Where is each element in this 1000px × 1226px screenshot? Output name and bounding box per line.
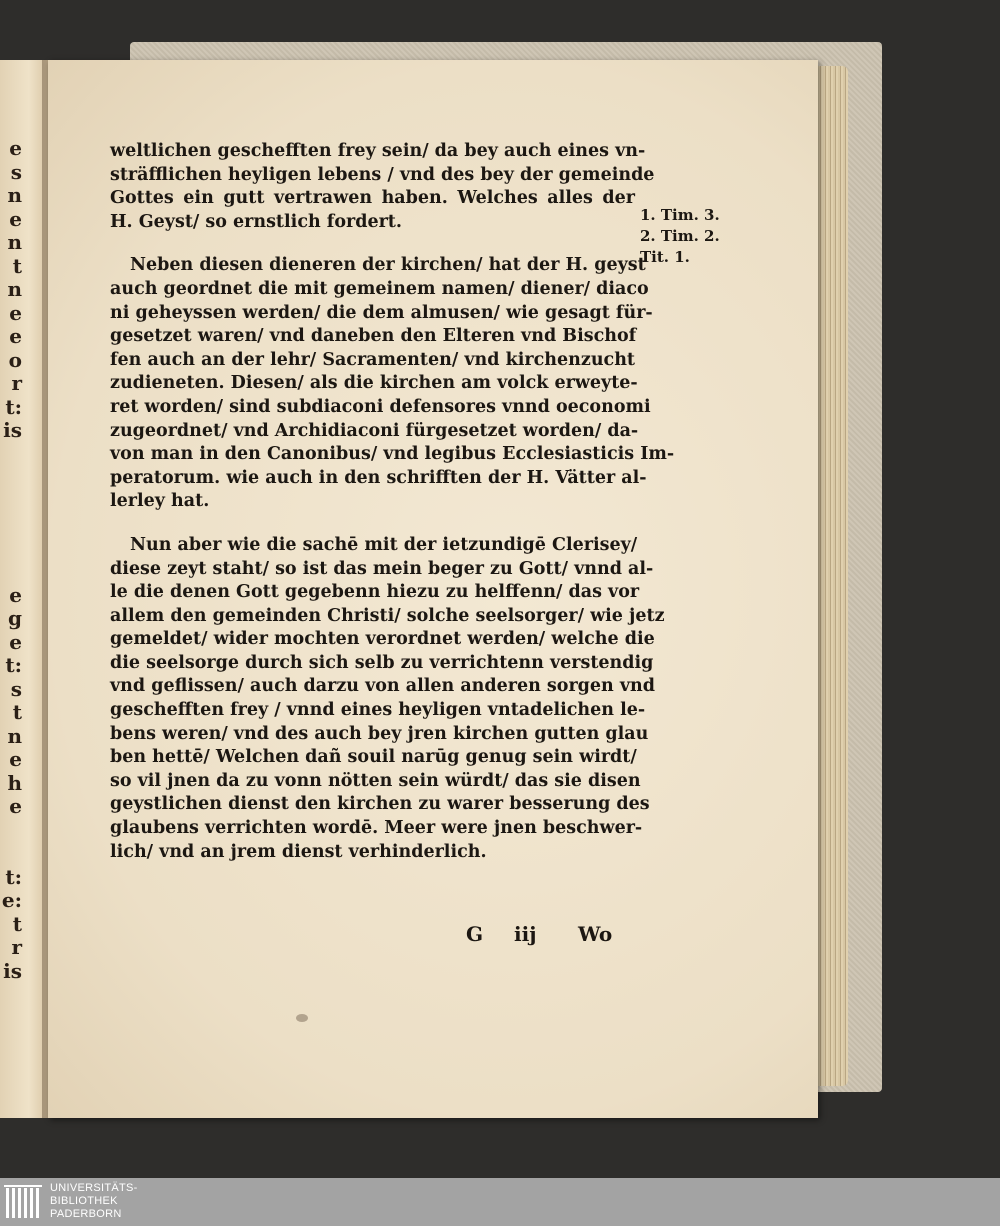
library-footer <box>0 1178 1000 1226</box>
library-name-line: BIBLIOTHEK <box>50 1195 118 1207</box>
left-page-text-fragment: g <box>8 606 22 630</box>
margin-note: Tit. 1. <box>640 248 690 266</box>
text-line: Nun aber wie die sachē mit der ietzundigē Clerisey/ <box>130 534 638 555</box>
left-page-text-fragment: t: <box>5 394 22 419</box>
text-line: H. Geyst/ so ernstlich fordert. <box>110 211 402 232</box>
left-page-text-fragment: t <box>12 700 22 724</box>
left-page-text-fragment: e: <box>1 888 22 912</box>
left-page-text-fragment: e <box>9 629 22 654</box>
text-line: Neben diesen dieneren der kirchen/ hat der H. geyst <box>130 255 646 276</box>
text-line: lich/ vnd an jrem dienst verhinderlich. <box>110 841 487 862</box>
text-line: ret worden/ sind subdiaconi defensores vnnd oeconomi <box>110 396 651 417</box>
text-line: weltlichen geschefften frey sein/ da bey auch eines vn- <box>110 141 646 161</box>
text-line: le die denen Gott gegebenn hiezu zu helffenn/ das vor <box>110 582 640 603</box>
left-page-text-fragment: is <box>3 418 22 442</box>
paragraph-2 <box>110 254 675 514</box>
left-page-text-fragment: t <box>12 253 22 278</box>
text-line: peratorum. wie auch in den schrifften der H. Vätter al- <box>110 467 647 488</box>
text-line: zudieneten. Diesen/ als die kirchen am volck erweyte- <box>110 373 638 394</box>
left-page-text-fragment: e <box>9 206 22 231</box>
left-page-text-fragment: e <box>9 794 22 818</box>
library-logo-icon <box>4 1182 44 1222</box>
margin-note: 1. Tim. 3. <box>640 206 720 224</box>
left-page-text-fragment: is <box>3 958 22 983</box>
text-line: die seelsorge durch sich selb zu verrichtenn verstendig <box>110 652 654 673</box>
text-line: bens weren/ vnd des auch bey jren kirchen gutten glau <box>110 723 649 744</box>
library-name-line: PADERBORN <box>50 1208 122 1220</box>
text-line: zugeordnet/ vnd Archidiaconi fürgesetzet worden/ da- <box>110 420 639 441</box>
left-page-text-fragment: n <box>7 723 22 748</box>
text-line: allem den gemeinden Christi/ solche seelsorger/ wie jetz <box>110 605 665 626</box>
left-page-text-fragment: e <box>9 324 22 348</box>
text-line: geschefften frey / vnnd eines heyligen vntadelichen le- <box>110 700 646 721</box>
left-page-text-fragment: n <box>7 230 22 254</box>
paragraph-1 <box>110 140 655 234</box>
text-line: vnd geflissen/ auch darzu von allen anderen sorgen vnd <box>110 676 655 697</box>
left-page-text-fragment: t <box>12 911 22 936</box>
margin-note: 2. Tim. 2. <box>640 227 720 245</box>
left-page-text-fragment: t: <box>5 653 22 677</box>
left-page-text-fragment: t: <box>5 864 22 889</box>
left-page-text-fragment: e <box>9 582 22 607</box>
left-page-text-fragment: o <box>8 347 22 372</box>
left-page-text-fragment: e <box>9 747 22 771</box>
left-page-text-fragment: e <box>9 300 22 325</box>
text-line: ben hettē/ Welchen dañ souil narūg genug sein wirdt/ <box>110 747 637 768</box>
text-line: sträfflichen heyligen lebens / vnd des bey der gemeinde <box>110 164 655 185</box>
left-page-text-fragment: s <box>10 159 22 184</box>
text-line: lerley hat. <box>110 491 210 512</box>
left-page-text-fragment: r <box>11 935 22 959</box>
text-line: glaubens verrichten wordē. Meer were jnen beschwer- <box>110 818 643 839</box>
left-page-text-fragment: r <box>11 371 22 395</box>
paper-stain <box>296 1014 308 1022</box>
left-page-text-fragment: n <box>7 183 22 207</box>
left-page-text-fragment: n <box>7 277 22 301</box>
left-page-text-fragment: e <box>9 136 22 160</box>
signature-mark: G <box>466 922 484 946</box>
text-line: gesetzet waren/ vnd daneben den Elteren vnd Bischof <box>110 326 637 347</box>
catchword: Wo <box>578 922 613 946</box>
library-name-line: UNIVERSITÄTS- <box>50 1182 138 1194</box>
text-line: gemeldet/ wider mochten verordnet werden/ welche die <box>110 629 655 650</box>
left-page-text-fragment: h <box>7 770 22 795</box>
text-line: ni geheyssen werden/ die dem almusen/ wie gesagt für- <box>110 302 653 323</box>
leaf-number: iij <box>514 922 537 946</box>
text-line: fen auch an der lehr/ Sacramenten/ vnd kirchenzucht <box>110 349 635 370</box>
text-line: von man in den Canonibus/ vnd legibus Ecclesiasticis Im- <box>110 444 675 465</box>
text-line: geystlichen dienst den kirchen zu warer besserung des <box>110 794 650 815</box>
left-page-text-fragment: s <box>10 676 22 701</box>
text-line: Gottes ein gutt vertrawen haben. Welches alles der <box>110 188 635 209</box>
paragraph-3 <box>110 534 665 864</box>
text-line: so vil jnen da zu vonn nötten sein würdt/ das sie disen <box>110 770 641 791</box>
text-line: diese zeyt staht/ so ist das mein beger zu Gott/ vnnd al- <box>110 558 654 579</box>
text-line: auch geordnet die mit gemeinem namen/ diener/ diaco <box>110 278 649 299</box>
library-name <box>50 1182 138 1221</box>
left-page-edge <box>0 60 48 1118</box>
